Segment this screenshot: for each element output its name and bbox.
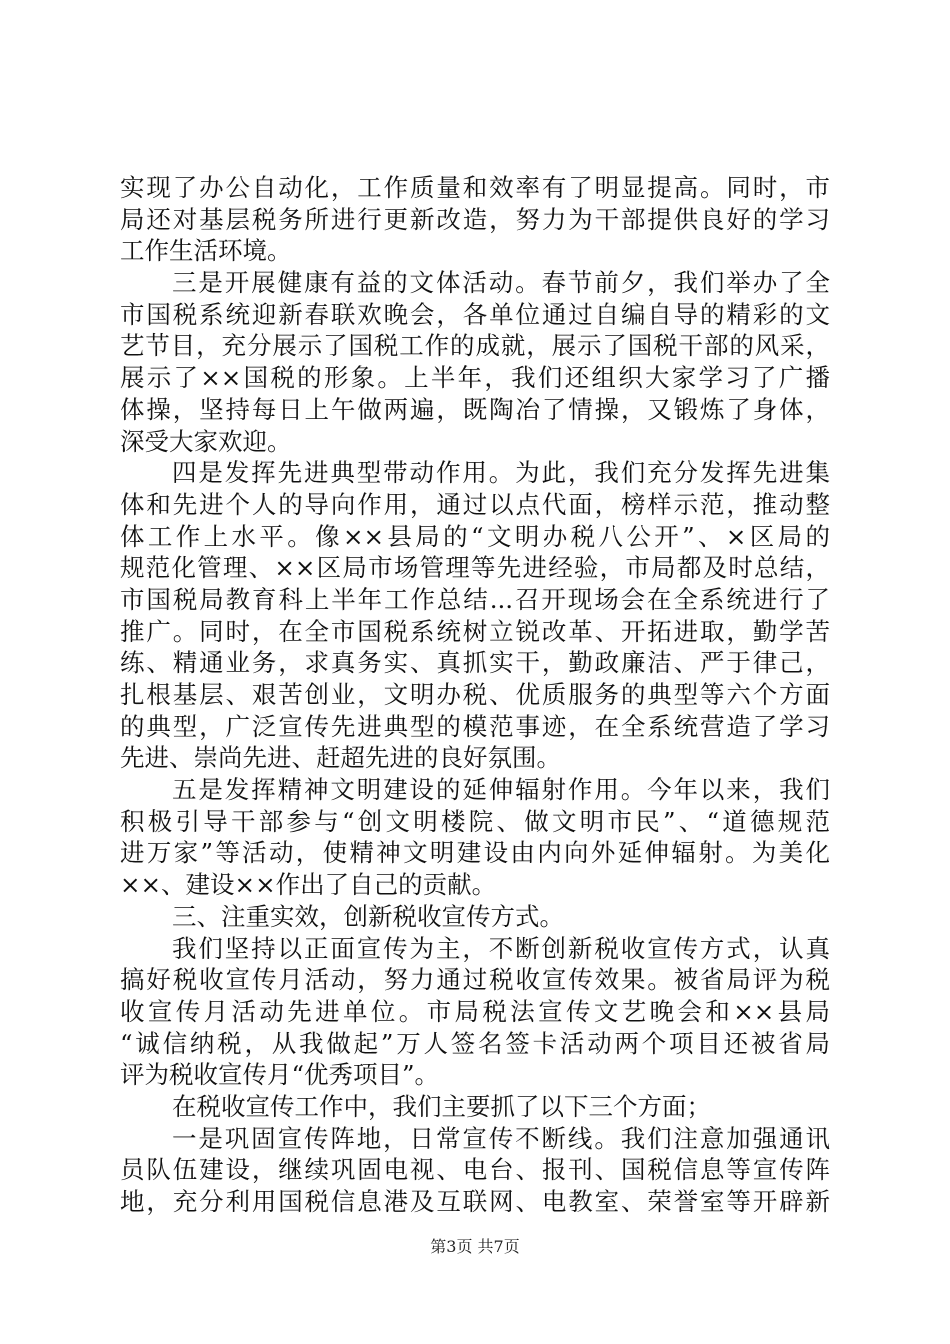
text-line: 体操，坚持每日上午做两遍，既陶冶了情操，又锻炼了身体， (120, 394, 830, 424)
text-line: 四是发挥先进典型带动作用。为此，我们充分发挥先进集 (172, 458, 830, 488)
text-line: 积极引导干部参与“创文明楼院、做文明市民”、“道德规范 (120, 806, 830, 836)
text-line: 扎根基层、艰苦创业，文明办税、优质服务的典型等六个方面 (120, 680, 830, 709)
text-line: 地，充分利用国税信息港及互联网、电教室、荣誉室等开辟新 (120, 1187, 830, 1216)
text-line: 练、精通业务，求真务实、真抓实干，勤政廉洁、严于律己， (120, 648, 830, 678)
text-line: 三、注重实效，创新税收宣传方式。 (172, 901, 564, 931)
text-line: 我们坚持以正面宣传为主，不断创新税收宣传方式，认真 (172, 933, 830, 963)
text-line: 先进、崇尚先进、赶超先进的良好氛围。 (120, 743, 561, 773)
text-line: 规范化管理、××区局市场管理等先进经验，市局都及时总结， (120, 553, 830, 583)
text-line: 五是发挥精神文明建设的延伸辐射作用。今年以来，我们 (172, 775, 830, 805)
text-line: 深受大家欢迎。 (120, 426, 292, 456)
text-line: 工作生活环境。 (120, 236, 292, 266)
text-line: 市国税系统迎新春联欢晚会，各单位通过自编自导的精彩的文 (120, 299, 830, 329)
page-number: 第3页 共7页 (430, 1237, 520, 1256)
document-body (120, 172, 830, 1218)
text-line: 艺节目，充分展示了国税工作的成就，展示了国税干部的风采， (120, 331, 830, 361)
text-line: 评为税收宣传月“优秀项目”。 (120, 1060, 440, 1090)
text-line: 展示了××国税的形象。上半年，我们还组织大家学习了广播 (120, 363, 830, 393)
text-line: 的典型，广泛宣传先进典型的模范事迹，在全系统营造了学习 (120, 711, 830, 741)
text-line: ××、建设××作出了自己的贡献。 (120, 870, 497, 900)
text-line: 市国税局教育科上半年工作总结...召开现场会在全系统进行了 (120, 584, 830, 614)
text-line: 搞好税收宣传月活动，努力通过税收宣传效果。被省局评为税 (120, 965, 830, 995)
text-line: 收宣传月活动先进单位。市局税法宣传文艺晚会和××县局 (120, 996, 830, 1026)
text-line: 在税收宣传工作中，我们主要抓了以下三个方面； (172, 1091, 711, 1121)
text-line: 局还对基层税务所进行更新改造，努力为干部提供良好的学习 (120, 204, 830, 234)
text-line: 推广。同时，在全市国税系统树立锐改革、开拓进取，勤学苦 (120, 616, 830, 646)
text-line: “诚信纳税，从我做起”万人签名签卡活动两个项目还被省局 (120, 1028, 830, 1058)
text-line: 实现了办公自动化，工作质量和效率有了明显提高。同时，市 (120, 173, 830, 202)
text-line: 体和先进个人的导向作用，通过以点代面，榜样示范，推动整 (120, 489, 830, 519)
text-line: 员队伍建设，继续巩固电视、电台、报刊、国税信息等宣传阵 (120, 1155, 830, 1185)
text-line: 一是巩固宣传阵地，日常宣传不断线。我们注意加强通讯 (172, 1123, 830, 1153)
page-footer (0, 1236, 950, 1258)
text-line: 三是开展健康有益的文体活动。春节前夕，我们举办了全 (172, 268, 830, 298)
text-line: 进万家”等活动，使精神文明建设由内向外延伸辐射。为美化 (120, 838, 830, 868)
text-line: 体工作上水平。像××县局的“文明办税八公开”、×区局的 (120, 521, 830, 551)
